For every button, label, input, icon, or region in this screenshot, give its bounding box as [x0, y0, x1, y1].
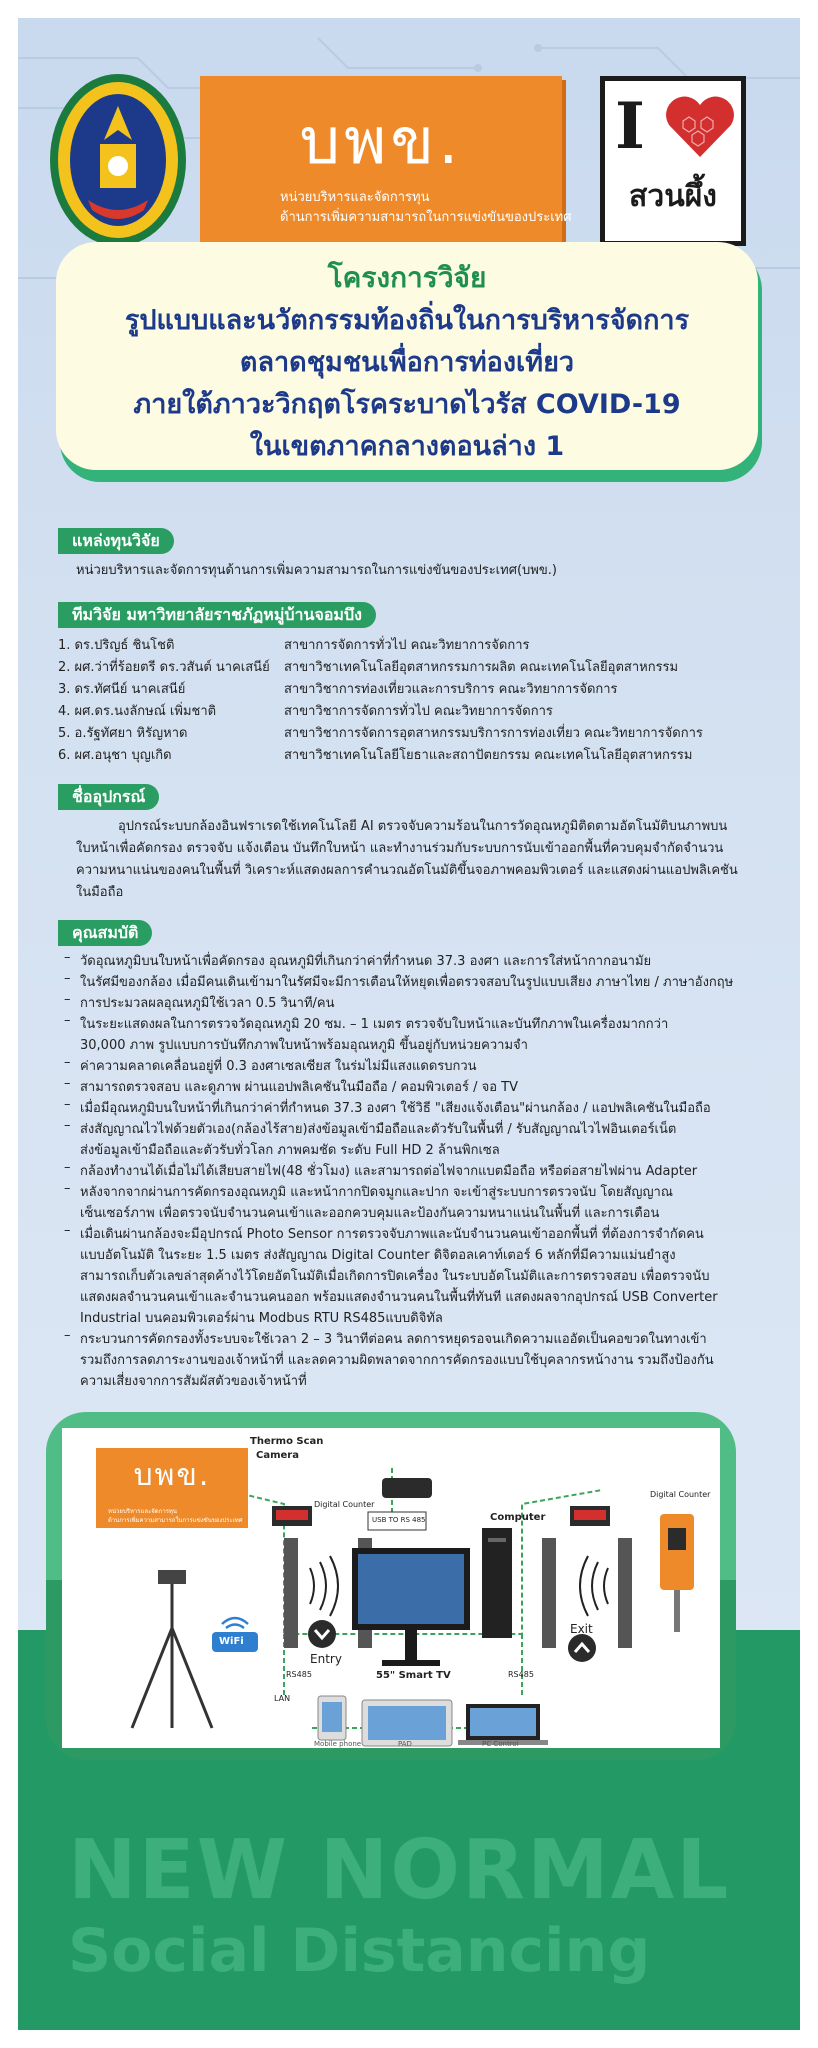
member-name: 1. ดร.ปริญธ์ ชินโชติ [58, 638, 175, 653]
rs485-left-label: RS485 [286, 1670, 312, 1679]
mobile-label: Mobile phone [314, 1740, 362, 1748]
property-text: แบบอัตโนมัติ ในระยะ 1.5 เมตร ส่งสัญญาณ Digital Counter ดิจิตอลเคาท์เตอร์ 6 หลักที่มีความแม่นยำสูง [80, 1248, 676, 1263]
property-text: วัดอุณหภูมิบนใบหน้าเพื่อคัดกรอง อุณหภูมิที่เกินกว่าค่าที่กำหนด 37.3 องศา และการใส่หน้ากากอนามัย [80, 954, 652, 969]
badge-word: สวนผึ้ง [629, 179, 717, 214]
member-affiliation: สาขาการจัดการทั่วไป คณะวิทยาการจัดการ [284, 638, 530, 653]
property-text: กล้องทำงานได้เมื่อไม่ได้เสียบสายไฟ(48 ชั่วโมง) และสามารถต่อไฟจากแบตมือถือ หรือต่อสายไฟผ่าน Adapter [80, 1164, 698, 1179]
title-line-1: โครงการวิจัย [327, 261, 487, 294]
heart-icon [663, 91, 737, 161]
member-affiliation: สาขาวิชาเทคโนโลยีโยธาและสถาปัตยกรรม คณะเทคโนโลยีอุตสาหกรรม [284, 748, 693, 763]
property-text: ในระยะแสดงผลในการตรวจวัดอุณหภูมิ 20 ซม. – 1 เมตร ตรวจจับใบหน้าและบันทึกภาพในเครื่องมากกว่า [80, 1017, 669, 1032]
pc-control-label: PC Control [482, 1740, 519, 1748]
team-member [58, 722, 778, 744]
diagram-pmu-sub2: ด้านการเพิ่มความสามารถในการแข่งขันของประเทศ [108, 1517, 243, 1524]
device-text-line: ความหนาแน่นของคนในพื้นที่ วิเคราะห์แสดงผลการคำนวณอัตโนมัติขึ้นจอภาพคอมพิวเตอร์ และแสดงผ่านแอปพลิเคชัน [76, 863, 738, 878]
smart-tv-label: 55" Smart TV [376, 1670, 451, 1681]
thermo-label-1: Thermo Scan [250, 1436, 324, 1447]
diagram-pmu-sub1: หน่วยบริหารและจัดการทุน [108, 1508, 177, 1515]
property-text: สามารถเก็บตัวเลขล่าสุดค้างไว้โดยอัตโนมัติเมื่อเกิดการปิดเครื่อง ในระบบอัตโนมัติและการตรวจสอบ เพื่อตรวจนับ [80, 1269, 710, 1284]
team-member [58, 656, 778, 678]
rs485-right-label: RS485 [508, 1670, 534, 1679]
property-text: ค่าความคลาดเคลื่อนอยู่ที่ 0.3 องศาเซลเซียส ในร่มไม่มีแสงแดดรบกวน [80, 1059, 477, 1074]
usb-label: USB TO RS 485 [372, 1516, 426, 1524]
member-name: 6. ผศ.อนุชา บุญเกิด [58, 748, 172, 763]
device-text-line: ในมือถือ [76, 885, 124, 900]
member-name: 5. อ.รัฐทัศยา หิรัญหาด [58, 726, 188, 741]
bullet-dash: – [64, 1328, 71, 1343]
property-text: ในรัศมีของกล้อง เมื่อมีคนเดินเข้ามาในรัศมีจะมีการเตือนให้หยุดเพื่อตรวจสอบในรูปแบบเสียง ภาษาไทย / ภาษาอังกฤษ [80, 975, 734, 990]
bullet-dash: – [64, 1181, 71, 1196]
property-text: 30,000 ภาพ รูปแบบการบันทึกภาพใบหน้าพร้อมอุณหภูมิ ขึ้นอยู่กับหน่วยความจำ [80, 1038, 528, 1053]
bullet-dash: – [64, 971, 71, 986]
bullet-dash: – [64, 1223, 71, 1238]
title-line-5: ในเขตภาคกลางตอนล่าง 1 [249, 431, 565, 462]
badge-letter-i: I [615, 89, 645, 164]
bullet-dash: – [64, 1013, 71, 1028]
thermo-label-2: Camera [256, 1450, 299, 1461]
property-text: รวมถึงการลดภาระงานของเจ้าหน้าที่ และลดความผิดพลาดจากการคัดกรองแบบใช้บุคลากรหน้างาน รวมถึงป้องกัน [80, 1353, 714, 1368]
team-member [58, 700, 778, 722]
property-text: ส่งข้อมูลเข้ามือถือและตัวรับทั่วโลก ภาพคมชัด ระดับ Full HD 2 ล้านพิกเซล [80, 1143, 500, 1158]
funding-text: หน่วยบริหารและจัดการทุนด้านการเพิ่มความสามารถในการแข่งขันของประเทศ(บพข.) [76, 563, 557, 578]
device-heading: ชื่ออุปกรณ์ [58, 784, 159, 810]
bullet-dash: – [64, 1055, 71, 1070]
title-line-3: ตลาดชุมชนเพื่อการท่องเที่ยว [239, 347, 575, 378]
member-affiliation: สาขาวิชาเทคโนโลยีอุตสาหกรรมการผลิต คณะเทคโนโลยีอุตสาหกรรม [284, 660, 679, 675]
property-text: เมื่อมีอุณหภูมิบนใบหน้าที่เกินกว่าค่าที่กำหนด 37.3 องศา ใช้วิธี "เสียงแจ้งเตือน"ผ่านกล้อง / แอปพลิเคชันในมือถือ [80, 1101, 711, 1116]
exit-label: Exit [570, 1622, 593, 1636]
digital-counter-left-label: Digital Counter [314, 1500, 375, 1509]
team-member [58, 744, 778, 766]
property-text: เซ็นเซอร์ภาพ เพื่อตรวจนับจำนวนคนเข้าและออกควบคุมและป้องกันความหนาแน่นในพื้นที่ และการเตือน [80, 1206, 660, 1221]
pmu-title: บพข. [299, 105, 463, 179]
digital-counter-right-label: Digital Counter [650, 1490, 711, 1499]
pmu-subtitle-1: หน่วยบริหารและจัดการทุน [280, 190, 430, 205]
team-member [58, 678, 778, 700]
property-text: แสดงผลจำนวนคนเข้าและจำนวนคนออก พร้อมแสดงจำนวนคนในพื้นที่ทันที แสดงผลจากอุปกรณ์ USB Converter [80, 1290, 718, 1305]
property-text: กระบวนการคัดกรองทั้งระบบจะใช้เวลา 2 – 3 วินาทีต่อคน ลดการหยุดรอจนเกิดความแออัดเป็นคอขวดในทางเข้า [80, 1332, 707, 1347]
bullet-dash: – [64, 1118, 71, 1133]
member-name: 3. ดร.ทัศนีย์ นาคเสนีย์ [58, 682, 186, 697]
diagram-pmu-title: บพข. [133, 1458, 211, 1493]
team-heading: ทีมวิจัย มหาวิทยาลัยราชภัฏหมู่บ้านจอมบึง [58, 602, 376, 628]
funding-heading: แหล่งทุนวิจัย [58, 528, 174, 554]
device-text-line: อุปกรณ์ระบบกล้องอินฟราเรดใช้เทคโนโลยี AI ตรวจจับความร้อนในการวัดอุณหภูมิติดตามอัตโนมัติบนภาพบน [118, 819, 728, 834]
pmu-logo-box [200, 76, 572, 252]
title-line-2: รูปแบบและนวัตกรรมท้องถิ่นในการบริหารจัดการ [124, 305, 690, 336]
bullet-dash: – [64, 1160, 71, 1175]
pmu-subtitle-2: ด้านการเพิ่มความสามารถในการแข่งขันของประเทศ [280, 210, 572, 225]
member-affiliation: สาขาวิชาการจัดการอุตสาหกรรมบริการการท่องเที่ยว คณะวิทยาการจัดการ [284, 726, 703, 741]
title-box [56, 242, 758, 470]
member-name: 2. ผศ.ว่าที่ร้อยตรี ดร.วสันต์ นาคเสนีย์ [58, 660, 270, 675]
properties-heading: คุณสมบัติ [58, 920, 152, 946]
bullet-dash: – [64, 992, 71, 1007]
property-text: การประมวลผลอุณหภูมิใช้เวลา 0.5 วินาที/คน [80, 996, 335, 1011]
property-text: หลังจากจากผ่านการคัดกรองอุณหภูมิ และหน้ากากปิดจมูกและปาก จะเข้าสู่ระบบการตรวจนับ โดยสัญญาณ [80, 1185, 673, 1200]
lan-label: LAN [274, 1694, 291, 1703]
entry-label: Entry [310, 1652, 342, 1666]
slogan-social-distancing: Social Distancing [68, 1916, 651, 1986]
slogan-new-normal: NEW NORMAL [68, 1823, 731, 1918]
pad-label: PAD [398, 1740, 412, 1748]
property-text: ความเสี่ยงจากการสัมผัสตัวของเจ้าหน้าที่ [80, 1374, 307, 1389]
property-text: Industrial บนคอมพิวเตอร์ผ่าน Modbus RTU RS485แบบดิจิทัล [80, 1311, 443, 1326]
member-affiliation: สาขาวิชาการท่องเที่ยวและการบริการ คณะวิทยาการจัดการ [284, 682, 618, 697]
computer-label: Computer [490, 1512, 546, 1523]
diagram-pmu-logo [96, 1448, 248, 1528]
bullet-dash: – [64, 950, 71, 965]
university-seal-logo [48, 70, 188, 250]
bullet-dash: – [64, 1076, 71, 1091]
team-member [58, 634, 778, 656]
property-text: สามารถตรวจสอบ และดูภาพ ผ่านแอปพลิเคชันในมือถือ / คอมพิวเตอร์ / จอ TV [80, 1080, 518, 1095]
i-love-suanphueng-badge [600, 76, 746, 246]
title-line-4: ภายใต้ภาวะวิกฤตโรคระบาดไวรัส COVID-19 [133, 389, 681, 420]
property-text: เมื่อเดินผ่านกล้องจะมีอุปกรณ์ Photo Sensor การตรวจจับภาพและนับจำนวนคนเข้าออกพื้นที่ ที่ต้องการจำกัดคน [80, 1227, 704, 1242]
bullet-dash: – [64, 1097, 71, 1112]
device-text-line: ใบหน้าเพื่อคัดกรอง ตรวจจับ แจ้งเตือน บันทึกใบหน้า และทำงานร่วมกับระบบการนับเข้าออกพื้นที่ควบคุมจำกัดจำนวน [76, 841, 724, 856]
property-text: ส่งสัญญาณไวไฟด้วยตัวเอง(กล้องไร้สาย)ส่งข้อมูลเข้ามือถือและตัวรับในพื้นที่ / รับสัญญาณไวไฟอินเตอร์เน็ต [80, 1122, 677, 1137]
system-diagram [62, 1428, 720, 1748]
wifi-label: WiFi [219, 1636, 244, 1647]
member-name: 4. ผศ.ดร.นงลักษณ์ เพิ่มชาติ [58, 704, 217, 719]
member-affiliation: สาขาวิชาการจัดการทั่วไป คณะวิทยาการจัดการ [284, 704, 553, 719]
